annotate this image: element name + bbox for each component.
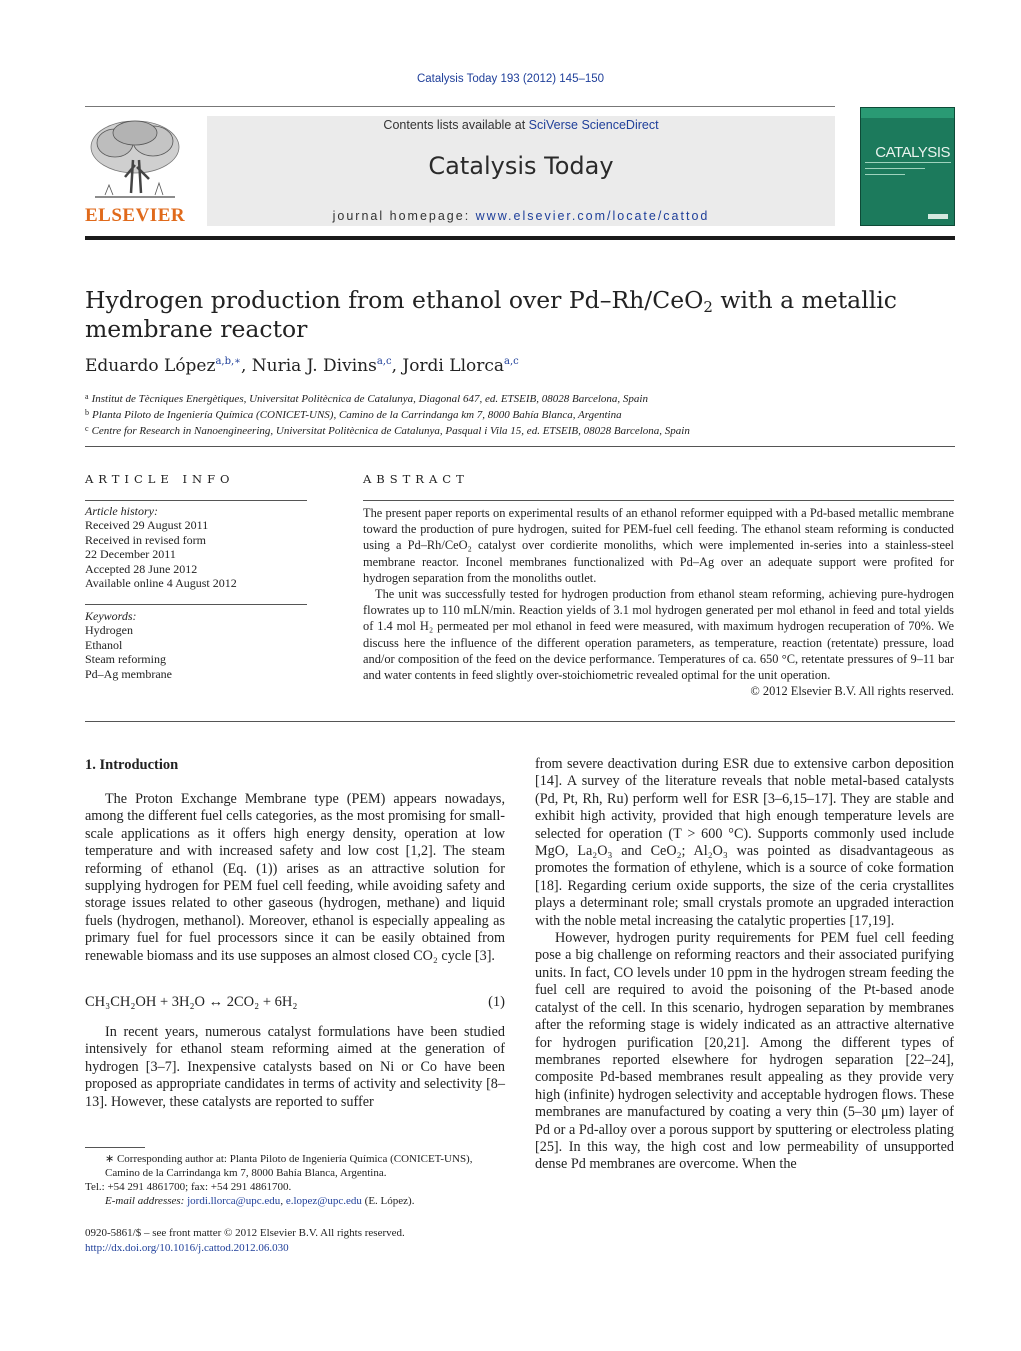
- affiliation-text: Planta Piloto de Ingeniería Química (CONICET-UNS), Camino de la Carrindanga km 7, 8000 Bahía Blanca, Argentina: [92, 409, 622, 421]
- history-line: 22 December 2011: [85, 547, 176, 562]
- author-separator: ,: [391, 356, 403, 376]
- keywords-heading: Keywords:: [85, 609, 137, 623]
- intro-left-column-top: [85, 791, 505, 965]
- article-title: Hydrogen production from ethanol over Pd–Rh/CeO$_2$ with a metallic membrane reactor: [85, 286, 897, 343]
- affiliation-c: [85, 422, 965, 438]
- sciencedirect-link[interactable]: SciVerse ScienceDirect: [528, 118, 659, 132]
- equation-number: (1): [488, 994, 505, 1010]
- cover-top-band: [861, 108, 954, 118]
- affiliation-b: [85, 406, 965, 422]
- journal-homepage: [207, 209, 835, 223]
- elsevier-logo: [85, 115, 185, 227]
- history-line: Received in revised form: [85, 532, 206, 547]
- abstract-bottom-rule: [85, 721, 955, 722]
- body-paragraph: However, hydrogen purity requirements for PEM fuel cell feeding pose a big challenge on reforming reactors and their associated purifying units. In fact, CO levels under 10 ppm in the hydrogen stream feeding the fuel cell are required to avoid the poisoning of the Pt-based anode catalyst of the cell. In this scenario, hydrogen separation by membranes after the reforming stage is widely indicated as an attractive alternative for hydrogen purification [20,21]. Among the different types of membranes reported elsewhere for hydrogen separation [22–24], composite Pd-based membranes result appealing as they provide very high (infinite) hydrogen selectivity and acceptable hydrogen flows. These membranes are manufactured by coating a very thin (5–30 μm) layer of Pd or a Pd-alloy over a porous support by sputtering or electroless plating [25]. In this way, the high cost and low permeability of unsupported dense Pd membranes are overcome. When the: [535, 930, 954, 1173]
- elsevier-tree-icon: [85, 115, 185, 207]
- affiliation-a: [85, 390, 965, 406]
- footnote-email: [85, 1194, 505, 1208]
- doi-link[interactable]: http://dx.doi.org/10.1016/j.cattod.2012.06.030: [85, 1242, 289, 1254]
- abstract-paragraph: The present paper reports on experimental results of an ethanol reformer equipped with a Pd-based metallic membrane toward the production of pure hydrogen, suited for PEM-fuel cell feeding. The ethanol steam reforming is conducted using a Pd–Rh/CeO₂ catalyst over cordierite monoliths, which were implemented in-series into a stainless-steel membrane reactor. Inconel membranes functionalized with Pd–Ag over an adequate support were profited for hydrogen separation from the monoliths outlet.: [363, 506, 954, 585]
- intro-right-column: [535, 756, 954, 1174]
- email-link[interactable]: jordi.llorca@upc.edu: [187, 1195, 281, 1207]
- history-heading: Article history:: [85, 504, 158, 518]
- body-paragraph: from severe deactivation during ESR due to extensive carbon deposition [14]. A survey of the literature reveals that noble metal-based catalysts (Pd, Pt, Rh, Ru) perform well for ESR [3–6,15–17]. They are stable and exhibit high activity, provided that high enough temperature levels are selected for operation (T > 600 °C). Supports commonly used include MgO, La₂O₃ and CeO₂; Al₂O₃ was pointed as disadvantageous as promotes the formation of ethylene, which is a source of coke formation [18]. Regarding cerium oxide supports, the size of the ceria crystallites plays a determinant role; small crystals promote an upgraded interaction with the noble metal increasing the catalytic properties [17,19].: [535, 756, 954, 929]
- cover-line: [865, 174, 905, 175]
- homepage-prefix: journal homepage:: [332, 209, 476, 223]
- affiliation-mark: a: [85, 392, 89, 401]
- keywords-rule: [85, 604, 307, 605]
- cover-line: [865, 168, 925, 169]
- author-name[interactable]: Eduardo López: [85, 356, 216, 376]
- keyword: Ethanol: [85, 637, 123, 652]
- body-paragraph: The Proton Exchange Membrane type (PEM) appears nowadays, among the different fuel cells categories, as the most promising for small-scale applications as it offers high energy density, operation at low temperature and with increased safety and low cost [1,2]. The steam reforming of ethanol (Eq. (1)) arises as an attractive solution for supplying hydrogen for PEM fuel cell feeding, while avoiding safety and storage issues related to other gaseous (hydrogen, methane) and liquid fuels (hydrogen, methanol). Moreover, ethanol is especially appealing as primary fuel for fuel processors since it can be easily obtained from renewable biomass and its use supposes an almost closed CO₂ cycle [3].: [85, 791, 505, 964]
- author-name[interactable]: Jordi Llorca: [402, 356, 505, 376]
- journal-cover-thumbnail[interactable]: [860, 107, 955, 226]
- body-paragraph: In recent years, numerous catalyst formulations have been studied intensively for ethanol steam reforming aimed at the generation of hydrogen [3–7]. Inexpensive catalysts based on Ni or Co have been proposed as appropriate candidates in terms of activity and selectivity [8–13]. However, these catalysts are reported to suffer: [85, 1024, 505, 1110]
- affiliation-text: Centre for Research in Nanoengineering, Universitat Politècnica de Catalunya, Pasqual i Vila 15, ed. ETSEIB, 08028 Barcelona, Spain: [91, 425, 690, 437]
- keywords: [85, 609, 307, 681]
- abstract-heading: ABSTRACT: [363, 472, 469, 486]
- journal-name: Catalysis Today: [428, 152, 614, 180]
- header-bottom-rule: [85, 236, 955, 240]
- author-list: [85, 356, 965, 376]
- email-separator: ,: [280, 1195, 286, 1207]
- equation-text: CH₃CH₂OH + 3H₂O ↔ 2CO₂ + 6H₂: [85, 994, 298, 1010]
- issn-line: 0920-5861/$ – see front matter © 2012 Elsevier B.V. All rights reserved.: [85, 1227, 405, 1239]
- author-marks[interactable]: a,c: [376, 356, 392, 367]
- email-suffix: (E. López).: [361, 1195, 415, 1207]
- equation-1: [85, 994, 505, 1011]
- author-name[interactable]: Nuria J. Divins: [251, 356, 377, 376]
- footnote-rule: [85, 1147, 145, 1148]
- affiliation-mark: c: [85, 424, 89, 433]
- homepage-link[interactable]: www.elsevier.com/locate/cattod: [475, 209, 710, 223]
- keyword: Pd–Ag membrane: [85, 666, 172, 681]
- history-line: Accepted 28 June 2012: [85, 561, 198, 576]
- journal-citation[interactable]: Catalysis Today 193 (2012) 145–150: [416, 73, 605, 85]
- contents-prefix: Contents lists available at: [383, 118, 529, 132]
- article-history: [85, 504, 307, 590]
- footnote-corresponding: ∗ Corresponding author at: Planta Piloto de Ingeniería Química (CONICET-UNS), Camino de la Carrindanga km 7, 8000 Bahía Blanca, Argentina.: [105, 1153, 473, 1179]
- email-link[interactable]: e.lopez@upc.edu: [285, 1195, 362, 1207]
- header-top-rule: [85, 106, 835, 107]
- front-matter: [85, 1226, 505, 1256]
- elsevier-wordmark: ELSEVIER: [85, 205, 186, 226]
- contents-line: [207, 118, 835, 132]
- affiliation-text: Institut de Tècniques Energètiques, Universitat Politècnica de Catalunya, Diagonal 647, ed. ETSEIB, 08028 Barcelona, Spain: [91, 393, 648, 405]
- abstract-rule: [363, 500, 954, 501]
- abstract-paragraph: The unit was successfully tested for hydrogen production from ethanol steam reforming, achieving pure-hydrogen flowrates up to 110 mLN/min. Reaction yields of 3.1 mol hydrogen generated per mol ethanol in feed and total yields of 1.4 mol H₂ permeated per mol ethanol in feed were measured, with maximum hydrogen recuperation of 70%. We discuss here the influence of the different operation parameters, as temperature, reaction (retentate) pressure, load and/or composition of the feed on the device performance. Temperatures of ca. 650 °C, retentate pressures of 9–11 bar and water contents in feed slightly over-stoichiometric revealed optimal for the unit operation.: [363, 587, 954, 683]
- article-info-rule: [85, 500, 307, 501]
- author-separator: ,: [240, 356, 252, 376]
- author-marks[interactable]: a,c: [504, 356, 519, 367]
- article-info-heading: ARTICLE INFO: [85, 472, 235, 486]
- journal-header: [207, 116, 835, 226]
- abstract-copyright: © 2012 Elsevier B.V. All rights reserved.: [750, 684, 954, 699]
- history-line: Available online 4 August 2012: [85, 576, 237, 591]
- history-line: Received 29 August 2011: [85, 518, 209, 533]
- abstract-body: [363, 505, 954, 699]
- intro-left-column-bottom: [85, 1024, 505, 1111]
- affiliation-mark: b: [85, 408, 89, 417]
- affiliations-rule: [85, 446, 955, 447]
- keyword: Hydrogen: [85, 623, 133, 638]
- cover-line: [865, 162, 951, 163]
- email-label: E-mail addresses:: [105, 1195, 188, 1207]
- cover-title: CATALYSIS: [875, 144, 950, 161]
- keyword: Steam reforming: [85, 652, 166, 667]
- author-marks[interactable]: a,b,∗: [215, 356, 241, 367]
- footnote-tel: Tel.: +54 291 4861700; fax: +54 291 4861700.: [85, 1181, 292, 1193]
- cover-publisher-mark: [928, 214, 948, 219]
- corresponding-author-footnote: [85, 1152, 505, 1208]
- section-heading-introduction: 1. Introduction: [85, 757, 179, 773]
- affiliations: [85, 390, 965, 438]
